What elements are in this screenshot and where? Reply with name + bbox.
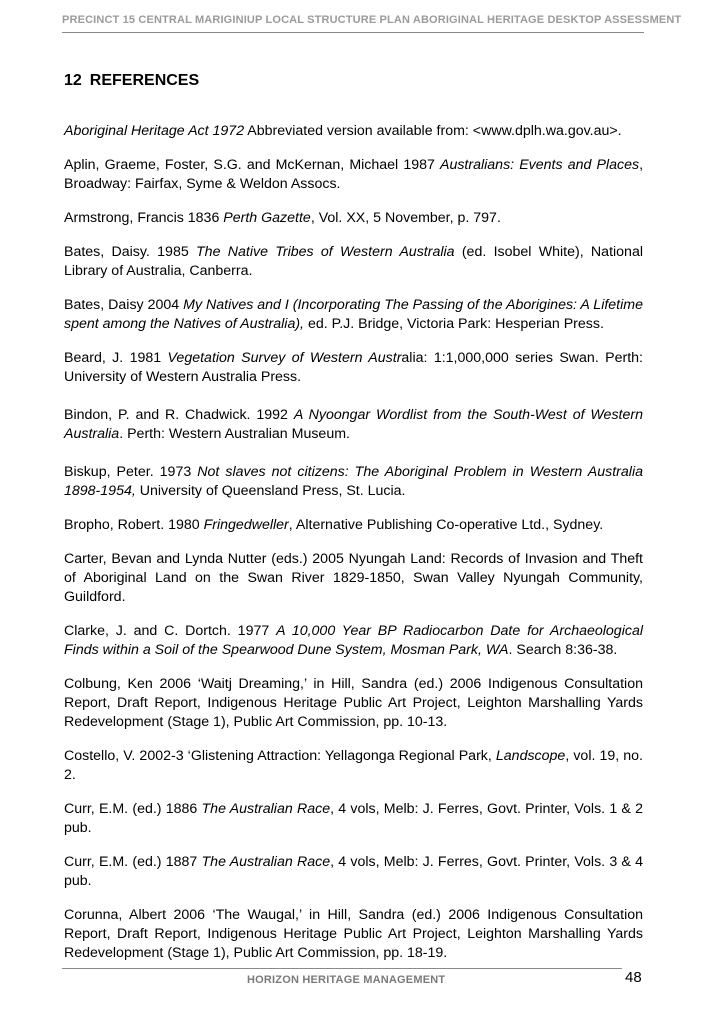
- reference-entry: [64, 853, 643, 891]
- reference-entry: [64, 516, 643, 535]
- reference-title: Australians: Events and Places: [439, 157, 640, 173]
- reference-title: The Native Tribes of Western Australia: [196, 244, 455, 260]
- reference-entry: [64, 675, 643, 732]
- reference-text: Colbung, Ken 2006 ‘Waitj Dreaming,’ in Hill, Sandra (ed.) 2006 Indigenous Consultation Report, Draft Report, Indigenous Heritage Public Art Project, Leighton Marshalling Yards Redevelopment (Stage 1), Public Art Commission, pp. 10-13.: [64, 676, 643, 730]
- reference-text: Clarke, J. and C. Dortch. 1977: [64, 623, 277, 639]
- reference-entry: [64, 463, 643, 501]
- footer-text: HORIZON HERITAGE MANAGEMENT: [247, 974, 446, 986]
- reference-title: The Australian Race: [201, 854, 331, 870]
- reference-text: , 4 vols, Melb: J. Ferres, Govt. Printer, Vols. 1 & 2 pub.: [64, 801, 643, 836]
- page-number: 48: [625, 969, 642, 986]
- reference-text: Bates, Daisy. 1985: [64, 244, 197, 260]
- section-heading: [64, 72, 199, 90]
- reference-text: . Perth: Western Australian Museum.: [119, 426, 350, 442]
- reference-entry: [64, 622, 643, 660]
- reference-text: , Alternative Publishing Co-operative Ltd., Sydney.: [288, 517, 604, 533]
- reference-text: Carter, Bevan and Lynda Nutter (eds.) 2005 Nyungah Land: Records of Invasion and Theft of Aboriginal Land on the Swan River 1829-1850, Swan Valley Nyungah Community, Guildford.: [64, 551, 643, 605]
- reference-title: The Australian Race: [201, 801, 331, 817]
- reference-title: Fringedweller: [203, 517, 289, 533]
- reference-entry: [64, 156, 643, 194]
- reference-title: A Nyoongar Wordlist from the South-West of Western Australia: [64, 407, 643, 442]
- reference-text: ed. P.J. Bridge, Victoria Park: Hesperian Press.: [304, 316, 604, 332]
- header-rule: [62, 32, 644, 33]
- reference-text: Abbreviated version available from: <www.dplh.wa.gov.au>.: [244, 123, 622, 139]
- reference-text: , 4 vols, Melb: J. Ferres, Govt. Printer, Vols. 3 & 4 pub.: [64, 854, 643, 889]
- reference-text: (ed. Isobel White), National Library of Australia, Canberra.: [64, 244, 643, 279]
- reference-entry: [64, 296, 643, 334]
- reference-text: Bates, Daisy 2004: [64, 297, 184, 313]
- reference-title: Not slaves not citizens: The Aboriginal Problem in Western Australia 1898-1954,: [64, 464, 643, 499]
- reference-text: , Vol. XX, 5 November, p. 797.: [310, 210, 501, 226]
- reference-text: . Search 8:36-38.: [508, 642, 618, 658]
- reference-text: Costello, V. 2002-3 ‘Glistening Attraction: Yellagonga Regional Park,: [64, 748, 496, 764]
- reference-entry: [64, 906, 643, 963]
- reference-entry: [64, 800, 643, 838]
- reference-title: My Natives and I (Incorporating The Passing of the Aborigines: A Lifetime spent among the Natives of Australia),: [64, 297, 643, 332]
- section-title: REFERENCES: [89, 72, 200, 89]
- reference-title: A 10,000 Year BP Radiocarbon Date for Archaeological Finds within a Soil of the Spearwood Dune System, Mosman Park, WA: [64, 623, 643, 658]
- reference-text: Aplin, Graeme, Foster, S.G. and McKernan, Michael 1987: [64, 157, 440, 173]
- reference-text: alia: 1:1,000,000 series Swan. Perth: University of Western Australia Press.: [64, 350, 643, 385]
- reference-text: , Broadway: Fairfax, Syme & Weldon Assocs.: [64, 157, 644, 192]
- reference-text: Corunna, Albert 2006 ‘The Waugal,’ in Hill, Sandra (ed.) 2006 Indigenous Consultation Report, Draft Report, Indigenous Heritage Public Art Project, Leighton Marshalling Yards Redevelopment (Stage 1), Public Art Commission, pp. 18-19.: [64, 907, 643, 961]
- reference-entry: [64, 747, 643, 785]
- footer-rule: [62, 968, 622, 969]
- reference-text: Bropho, Robert. 1980: [64, 517, 204, 533]
- reference-text: , vol. 19, no. 2.: [64, 748, 643, 783]
- reference-entry: [64, 349, 643, 387]
- reference-entry: [64, 122, 643, 141]
- reference-title: Perth Gazette: [223, 210, 311, 226]
- reference-entry: [64, 243, 643, 281]
- reference-entry: [64, 406, 643, 444]
- reference-title: Aboriginal Heritage Act 1972: [64, 123, 245, 139]
- reference-text: Curr, E.M. (ed.) 1886: [64, 801, 202, 817]
- reference-entry: [64, 550, 643, 607]
- reference-title: Landscope: [495, 748, 566, 764]
- reference-text: Curr, E.M. (ed.) 1887: [64, 854, 202, 870]
- reference-text: Beard, J. 1981: [64, 350, 168, 366]
- reference-text: Biskup, Peter. 1973: [64, 464, 198, 480]
- reference-text: University of Queensland Press, St. Lucia.: [135, 483, 406, 499]
- section-number: 12: [64, 72, 82, 89]
- reference-title: Vegetation Survey of Western Austr: [167, 350, 402, 366]
- running-header: PRECINCT 15 CENTRAL MARIGINIUP LOCAL STRUCTURE PLAN ABORIGINAL HERITAGE DESKTOP ASSESSMENT: [62, 14, 682, 26]
- reference-text: Armstrong, Francis 1836: [64, 210, 224, 226]
- reference-text: Bindon, P. and R. Chadwick. 1992: [64, 407, 294, 423]
- reference-list: [64, 122, 643, 978]
- reference-entry: [64, 209, 643, 228]
